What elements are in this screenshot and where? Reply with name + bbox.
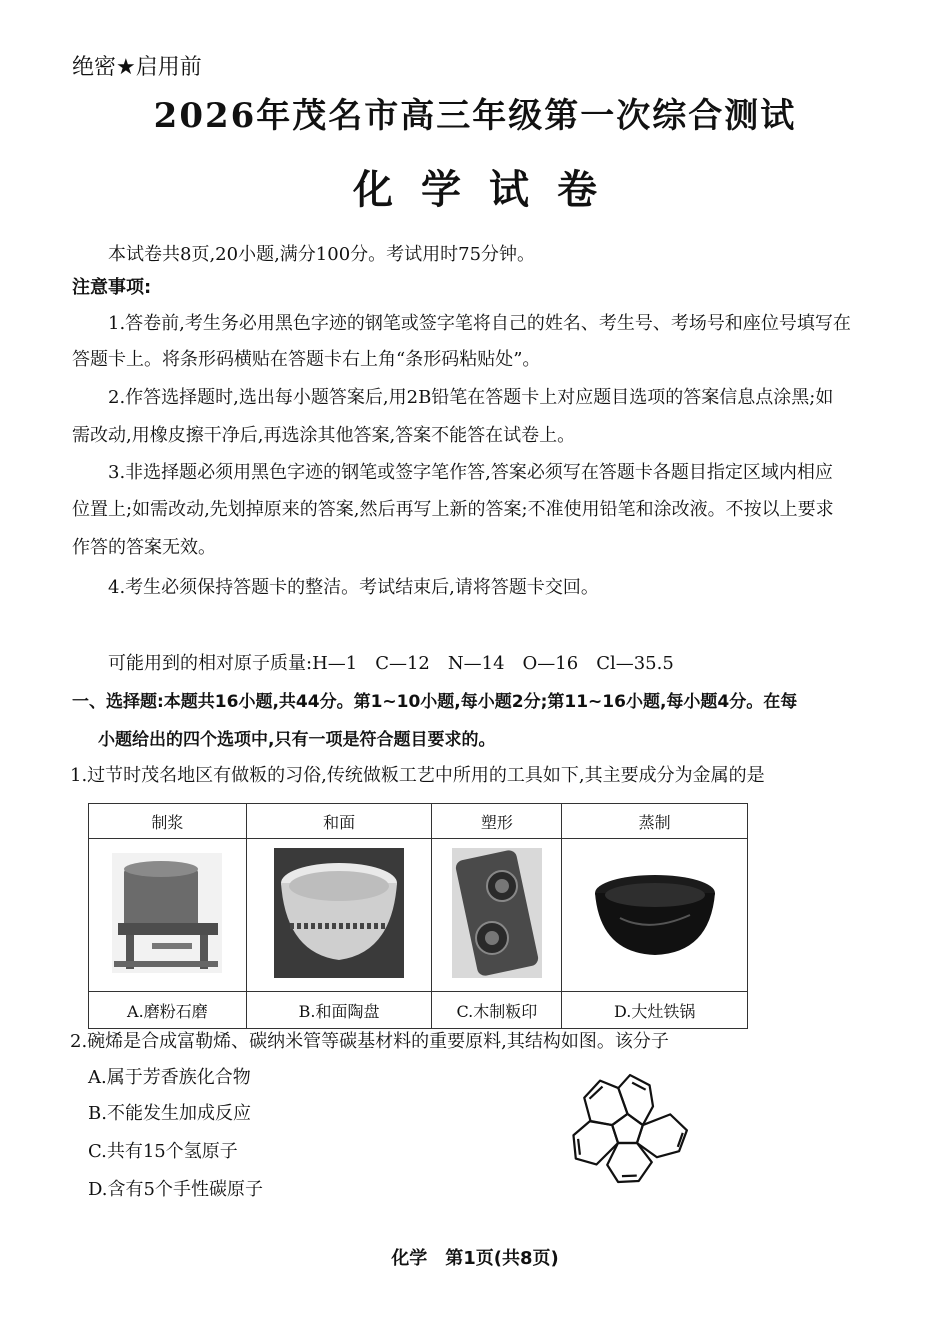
notice-item-3-line-2: 位置上;如需改动,先划掉原来的答案,然后再写上新的答案;不准使用铅笔和涂改液。不按以上要求 (72, 499, 834, 520)
exam-title: 2026年茂名市高三年级第一次综合测试 (153, 96, 797, 136)
section-1-heading-line-2: 小题给出的四个选项中,只有一项是符合题目要求的。 (98, 730, 496, 750)
notice-item-3-line-1: 3.非选择题必须用黑色字迹的钢笔或签字笔作答,答案必须写在答题卡各题目指定区域内相应 (108, 462, 833, 483)
question-2-option-b: B.不能发生加成反应 (88, 1103, 251, 1124)
question-2-option-a: A.属于芳香族化合物 (88, 1067, 251, 1088)
ceramic-basin-photo (274, 848, 404, 978)
notice-item-2-line-1: 2.作答选择题时,选出每小题答案后,用2B铅笔在答题卡上对应题目选项的答案信息点涂黑;如 (108, 387, 834, 408)
notice-item-1-line-2: 答题卡上。将条形码横贴在答题卡右上角“条形码粘贴处”。 (72, 349, 541, 370)
stone-mill-photo (112, 853, 222, 973)
tools-header-1: 制浆 (89, 804, 247, 839)
notice-heading: 注意事项: (72, 277, 152, 298)
subject-title: 化学试卷 (353, 166, 625, 213)
iron-wok-photo (590, 863, 720, 963)
question-2-option-d: D.含有5个手性碳原子 (88, 1179, 263, 1200)
wooden-mold-photo (452, 848, 542, 978)
confidential-mark: 绝密★启用前 (72, 55, 202, 80)
notice-item-1-line-1: 1.答卷前,考生务必用黑色字迹的钢笔或签字笔将自己的姓名、考生号、考场号和座位号填写在 (108, 313, 851, 334)
tools-header-3: 塑形 (432, 804, 562, 839)
question-2-option-c: C.共有15个氢原子 (88, 1141, 238, 1162)
tools-table (88, 803, 748, 1029)
section-1-heading-line-1: 一、选择题:本题共16小题,共44分。第1~10小题,每小题2分;第11~16小题,每小题4分。在每 (72, 692, 798, 712)
tool-option-d: D.大灶铁锅 (562, 992, 748, 1029)
intro-text: 本试卷共8页,20小题,满分100分。考试用时75分钟。 (108, 244, 536, 265)
tool-option-a: A.磨粉石磨 (89, 992, 247, 1029)
notice-item-2-line-2: 需改动,用橡皮擦干净后,再选涂其他答案,答案不能答在试卷上。 (72, 425, 576, 446)
question-1-stem: 1.过节时茂名地区有做粄的习俗,传统做粄工艺中所用的工具如下,其主要成分为金属的是 (70, 765, 765, 786)
notice-item-4: 4.考生必须保持答题卡的整洁。考试结束后,请将答题卡交回。 (108, 577, 599, 598)
atomic-masses: 可能用到的相对原子质量:H—1 C—12 N—14 O—16 Cl—35.5 (108, 653, 674, 674)
page-footer: 化学 第1页(共8页) (391, 1248, 559, 1269)
corannulene-structure (565, 1055, 690, 1205)
tools-header-2: 和面 (246, 804, 432, 839)
tool-option-c: C.木制粄印 (432, 992, 562, 1029)
tool-option-b: B.和面陶盘 (246, 992, 432, 1029)
notice-item-3-line-3: 作答的答案无效。 (72, 537, 216, 558)
question-2-stem: 2.碗烯是合成富勒烯、碳纳米管等碳基材料的重要原料,其结构如图。该分子 (70, 1031, 669, 1052)
tools-header-4: 蒸制 (562, 804, 748, 839)
